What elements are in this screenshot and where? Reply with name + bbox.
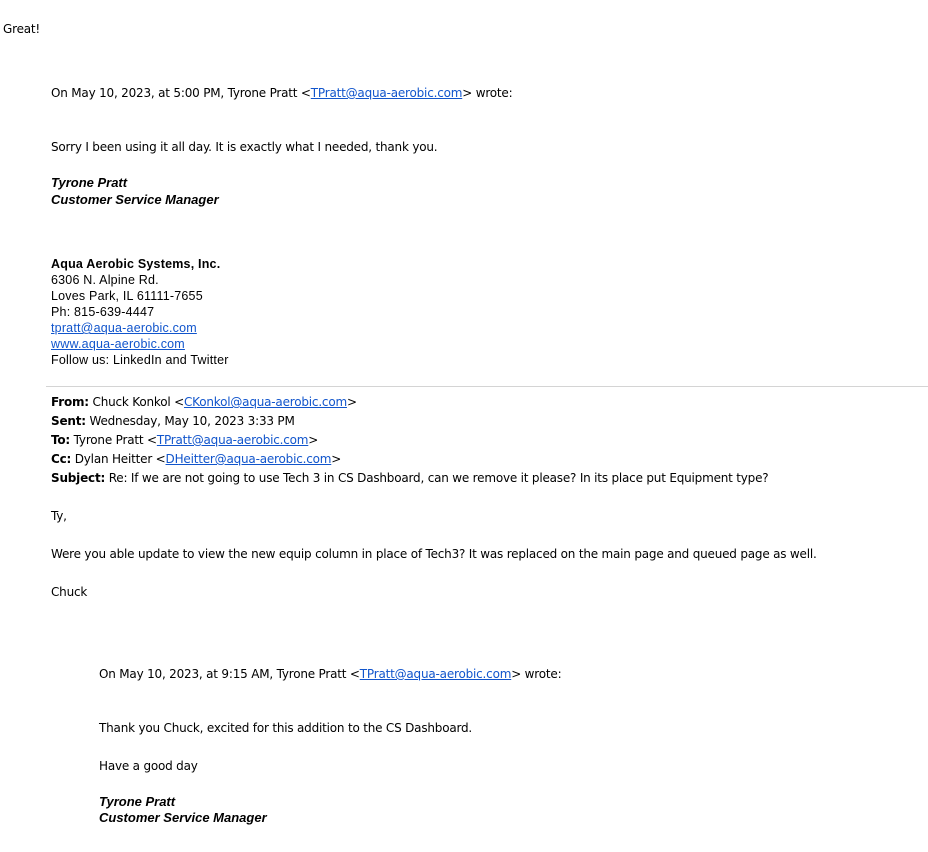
from-close: > <box>346 395 357 409</box>
attribution-prefix: On May 10, 2023, at 9:15 AM, Tyrone Pratt < <box>99 667 360 681</box>
signature-name: Tyrone Pratt <box>51 175 128 190</box>
quote2-signature-name: Tyrone Pratt <box>99 794 176 809</box>
quote2-closing: Have a good day <box>99 759 198 773</box>
signature-title: Customer Service Manager <box>51 192 219 207</box>
attribution-prefix: On May 10, 2023, at 5:00 PM, Tyrone Pratt < <box>51 86 311 100</box>
sent-value: Wednesday, May 10, 2023 3:33 PM <box>85 414 295 428</box>
signature-phone: Ph: 815-639-4447 <box>51 305 155 319</box>
attribution-suffix: > wrote: <box>511 667 562 681</box>
sent-label: Sent: <box>51 414 86 428</box>
header-from <box>51 394 357 410</box>
signature-follow: Follow us: LinkedIn and Twitter <box>51 353 229 367</box>
header-subject <box>51 470 768 486</box>
reply-body: Great! <box>3 22 41 36</box>
signature-address1: 6306 N. Alpine Rd. <box>51 273 159 287</box>
to-email-link[interactable]: TPratt@aqua-aerobic.com <box>156 433 309 447</box>
subject-value: Re: If we are not going to use Tech 3 in CS Dashboard, can we remove it please? In its place put Equipment type? <box>105 471 769 485</box>
from-email-link[interactable]: CKonkol@aqua-aerobic.com <box>183 395 347 409</box>
email-link[interactable]: TPratt@aqua-aerobic.com <box>359 667 512 681</box>
email-link[interactable]: TPratt@aqua-aerobic.com <box>310 86 463 100</box>
signature-company: Aqua Aerobic Systems, Inc. <box>51 257 221 271</box>
to-name: Tyrone Pratt < <box>70 433 157 447</box>
quote2-signature-title: Customer Service Manager <box>99 810 267 825</box>
cc-label: Cc: <box>51 452 72 466</box>
header-sent <box>51 413 295 429</box>
header-to <box>51 432 318 448</box>
quote2-body: Thank you Chuck, excited for this addition to the CS Dashboard. <box>99 721 473 735</box>
header-cc <box>51 451 341 467</box>
subject-label: Subject: <box>51 471 106 485</box>
attribution-suffix: > wrote: <box>462 86 513 100</box>
to-label: To: <box>51 433 71 447</box>
cc-name: Dylan Heitter < <box>71 452 166 466</box>
quote1-body: Sorry I been using it all day. It is exactly what I needed, thank you. <box>51 140 438 154</box>
cc-email-link[interactable]: DHeitter@aqua-aerobic.com <box>165 452 332 466</box>
forwarded-body: Were you able update to view the new equip column in place of Tech3? It was replaced on the main page and queued page as well. <box>51 547 817 561</box>
from-name: Chuck Konkol < <box>88 395 184 409</box>
signature-email-link[interactable]: tpratt@aqua-aerobic.com <box>51 321 197 335</box>
quote1-attribution <box>51 85 512 101</box>
from-label: From: <box>51 395 89 409</box>
quote2-attribution <box>99 666 561 682</box>
to-close: > <box>308 433 319 447</box>
forwarded-signoff: Chuck <box>51 585 88 599</box>
signature-address2: Loves Park, IL 61111-7655 <box>51 289 203 303</box>
cc-close: > <box>331 452 342 466</box>
forwarded-greeting: Ty, <box>51 509 67 523</box>
signature-website-link[interactable]: www.aqua-aerobic.com <box>51 337 185 351</box>
header-divider <box>46 386 928 387</box>
